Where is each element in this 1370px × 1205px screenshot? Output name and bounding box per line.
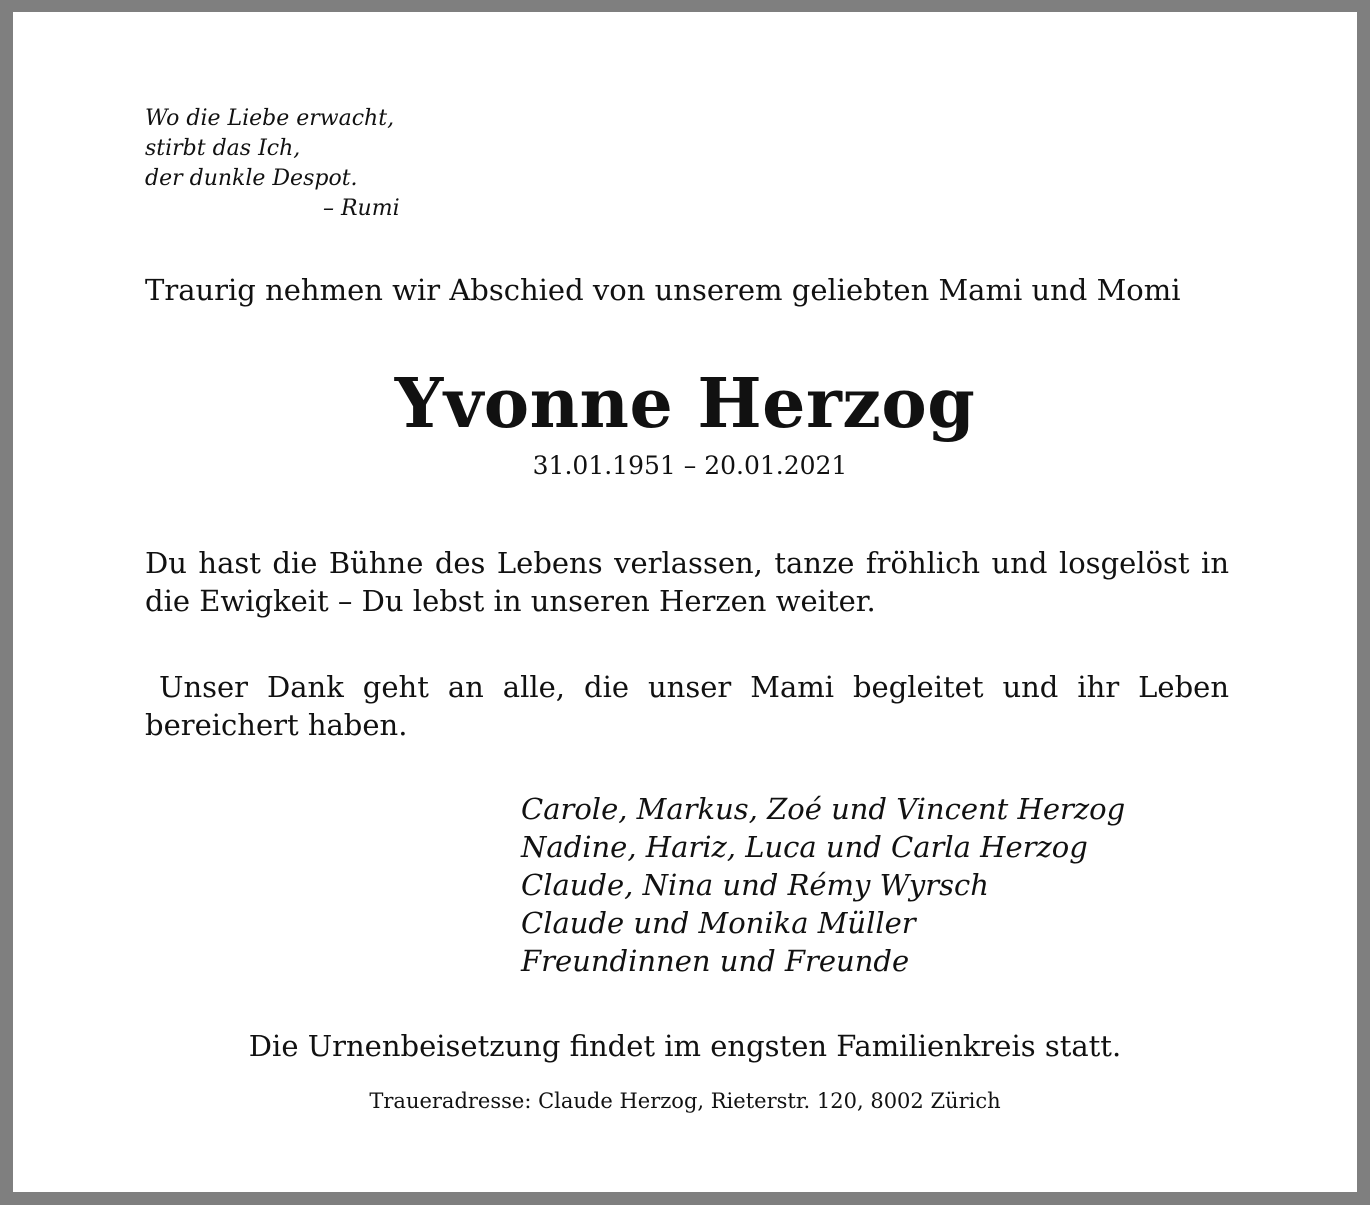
rumi-quote xyxy=(145,104,465,224)
mourning-address: Traueradresse: Claude Herzog, Rieterstr. 120, 8002 Zürich xyxy=(369,1089,1001,1113)
thanks-paragraph: Unser Dank geht an alle, die unser Mami begleitet und ihr Leben bereichert haben. xyxy=(145,670,1229,742)
quote-author: – Rumi xyxy=(323,196,400,221)
quote-line: stirbt das Ich, xyxy=(145,136,301,161)
life-dates: 31.01.1951 – 20.01.2021 xyxy=(532,451,848,480)
quote-line: Wo die Liebe erwacht, xyxy=(145,106,395,131)
farewell-paragraph: Du hast die Bühne des Lebens verlassen, tanze fröhlich und losgelöst in die Ewigkeit – Du lebst in unseren Herzen weiter. xyxy=(145,546,1229,618)
deceased-name: Yvonne Herzog xyxy=(394,364,976,444)
mourner-entry: Claude, Nina und Rémy Wyrsch xyxy=(521,868,989,902)
intro-text: Traurig nehmen wir Abschied von unserem geliebten Mami und Momi xyxy=(145,273,1181,307)
burial-notice: Die Urnenbeisetzung findet im engsten Familienkreis statt. xyxy=(248,1029,1122,1063)
mourner-entry: Freundinnen und Freunde xyxy=(521,944,910,978)
mourner-entry: Carole, Markus, Zoé und Vincent Herzog xyxy=(521,792,1126,826)
mourner-entry: Claude und Monika Müller xyxy=(521,906,916,940)
mourner-entry: Nadine, Hariz, Luca und Carla Herzog xyxy=(521,830,1088,864)
mourners-list xyxy=(521,790,1241,980)
obituary-page xyxy=(13,12,1357,1192)
quote-line: der dunkle Despot. xyxy=(145,166,358,191)
